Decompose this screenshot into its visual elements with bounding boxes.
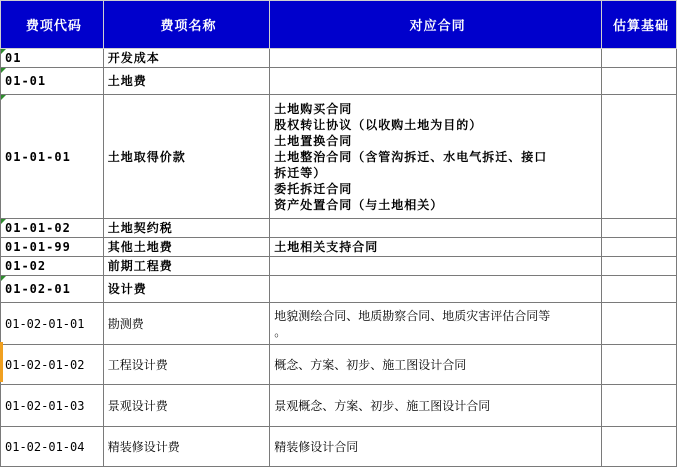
row-marker-strip — [0, 342, 3, 382]
table-row — [1, 238, 677, 257]
cell-estimate[interactable] — [602, 95, 677, 219]
cell-code[interactable]: 01-02-01-03 — [1, 385, 104, 427]
contract-line: 拆迁等） — [274, 165, 327, 180]
cell-contract[interactable] — [270, 219, 602, 238]
header-cell-name[interactable]: 费项名称 — [103, 1, 270, 49]
cell-name[interactable]: 设计费 — [103, 276, 270, 303]
cell-contract[interactable] — [270, 68, 602, 95]
contract-line: 资产处置合同（与土地相关） — [274, 197, 444, 212]
cell-contract[interactable]: 景观概念、方案、初步、施工图设计合同 — [270, 385, 602, 427]
cell-code[interactable]: 01-02-01 — [1, 276, 104, 303]
table-row — [1, 219, 677, 238]
table-row — [1, 276, 677, 303]
cell-name[interactable]: 工程设计费 — [103, 345, 270, 385]
table-row — [1, 427, 677, 467]
contract-line: 土地置换合同 — [274, 133, 353, 148]
table-row — [1, 303, 677, 345]
cell-name[interactable]: 土地契约税 — [103, 219, 270, 238]
table-row — [1, 257, 677, 276]
cell-code[interactable]: 01-02-01-04 — [1, 427, 104, 467]
table-row — [1, 49, 677, 68]
cell-contract[interactable] — [270, 303, 602, 345]
cell-estimate[interactable] — [602, 219, 677, 238]
cell-contract[interactable] — [270, 257, 602, 276]
cell-contract[interactable]: 概念、方案、初步、施工图设计合同 — [270, 345, 602, 385]
cell-contract[interactable] — [270, 95, 602, 219]
contract-line: 土地购买合同 — [274, 101, 353, 116]
cell-estimate[interactable] — [602, 257, 677, 276]
cell-code[interactable]: 01-02-01-01 — [1, 303, 104, 345]
cell-estimate[interactable] — [602, 68, 677, 95]
cell-estimate[interactable] — [602, 303, 677, 345]
cell-name[interactable]: 开发成本 — [103, 49, 270, 68]
header-cell-contract[interactable]: 对应合同 — [270, 1, 602, 49]
cell-name[interactable]: 景观设计费 — [103, 385, 270, 427]
cell-name[interactable]: 土地费 — [103, 68, 270, 95]
cell-code[interactable]: 01-02-01-02 — [1, 345, 104, 385]
contract-line: 股权转让协议（以收购土地为目的） — [274, 117, 483, 132]
table-row — [1, 345, 677, 385]
contract-line: 地貌测绘合同、地质勘察合同、地质灾害评估合同等 — [274, 308, 551, 323]
table-row — [1, 68, 677, 95]
header-cell-estimate-basis[interactable]: 估算基础 — [602, 1, 677, 49]
cell-estimate[interactable] — [602, 238, 677, 257]
cell-code[interactable]: 01 — [1, 49, 104, 68]
table-row — [1, 95, 677, 219]
contract-line: 委托拆迁合同 — [274, 181, 353, 196]
cell-contract[interactable] — [270, 49, 602, 68]
cell-code[interactable]: 01-02 — [1, 257, 104, 276]
contract-line: 土地整治合同（含管沟拆迁、水电气拆迁、接口 — [274, 149, 548, 164]
cell-estimate[interactable] — [602, 49, 677, 68]
header-row — [1, 1, 677, 49]
cell-code[interactable]: 01-01-99 — [1, 238, 104, 257]
cell-name[interactable]: 勘测费 — [103, 303, 270, 345]
cell-estimate[interactable] — [602, 345, 677, 385]
cell-estimate[interactable] — [602, 385, 677, 427]
cell-code[interactable]: 01-01 — [1, 68, 104, 95]
cell-contract[interactable]: 土地相关支持合同 — [270, 238, 602, 257]
header-cell-code[interactable]: 费项代码 — [1, 1, 104, 49]
cell-name[interactable]: 前期工程费 — [103, 257, 270, 276]
cell-code[interactable]: 01-01-01 — [1, 95, 104, 219]
cell-contract[interactable]: 精装修设计合同 — [270, 427, 602, 467]
cell-contract[interactable] — [270, 276, 602, 303]
table-row — [1, 385, 677, 427]
cell-code[interactable]: 01-01-02 — [1, 219, 104, 238]
contract-line: 。 — [274, 324, 287, 339]
cell-name[interactable]: 精装修设计费 — [103, 427, 270, 467]
cell-name[interactable]: 其他土地费 — [103, 238, 270, 257]
cell-name[interactable]: 土地取得价款 — [103, 95, 270, 219]
cell-estimate[interactable] — [602, 276, 677, 303]
cell-estimate[interactable] — [602, 427, 677, 467]
